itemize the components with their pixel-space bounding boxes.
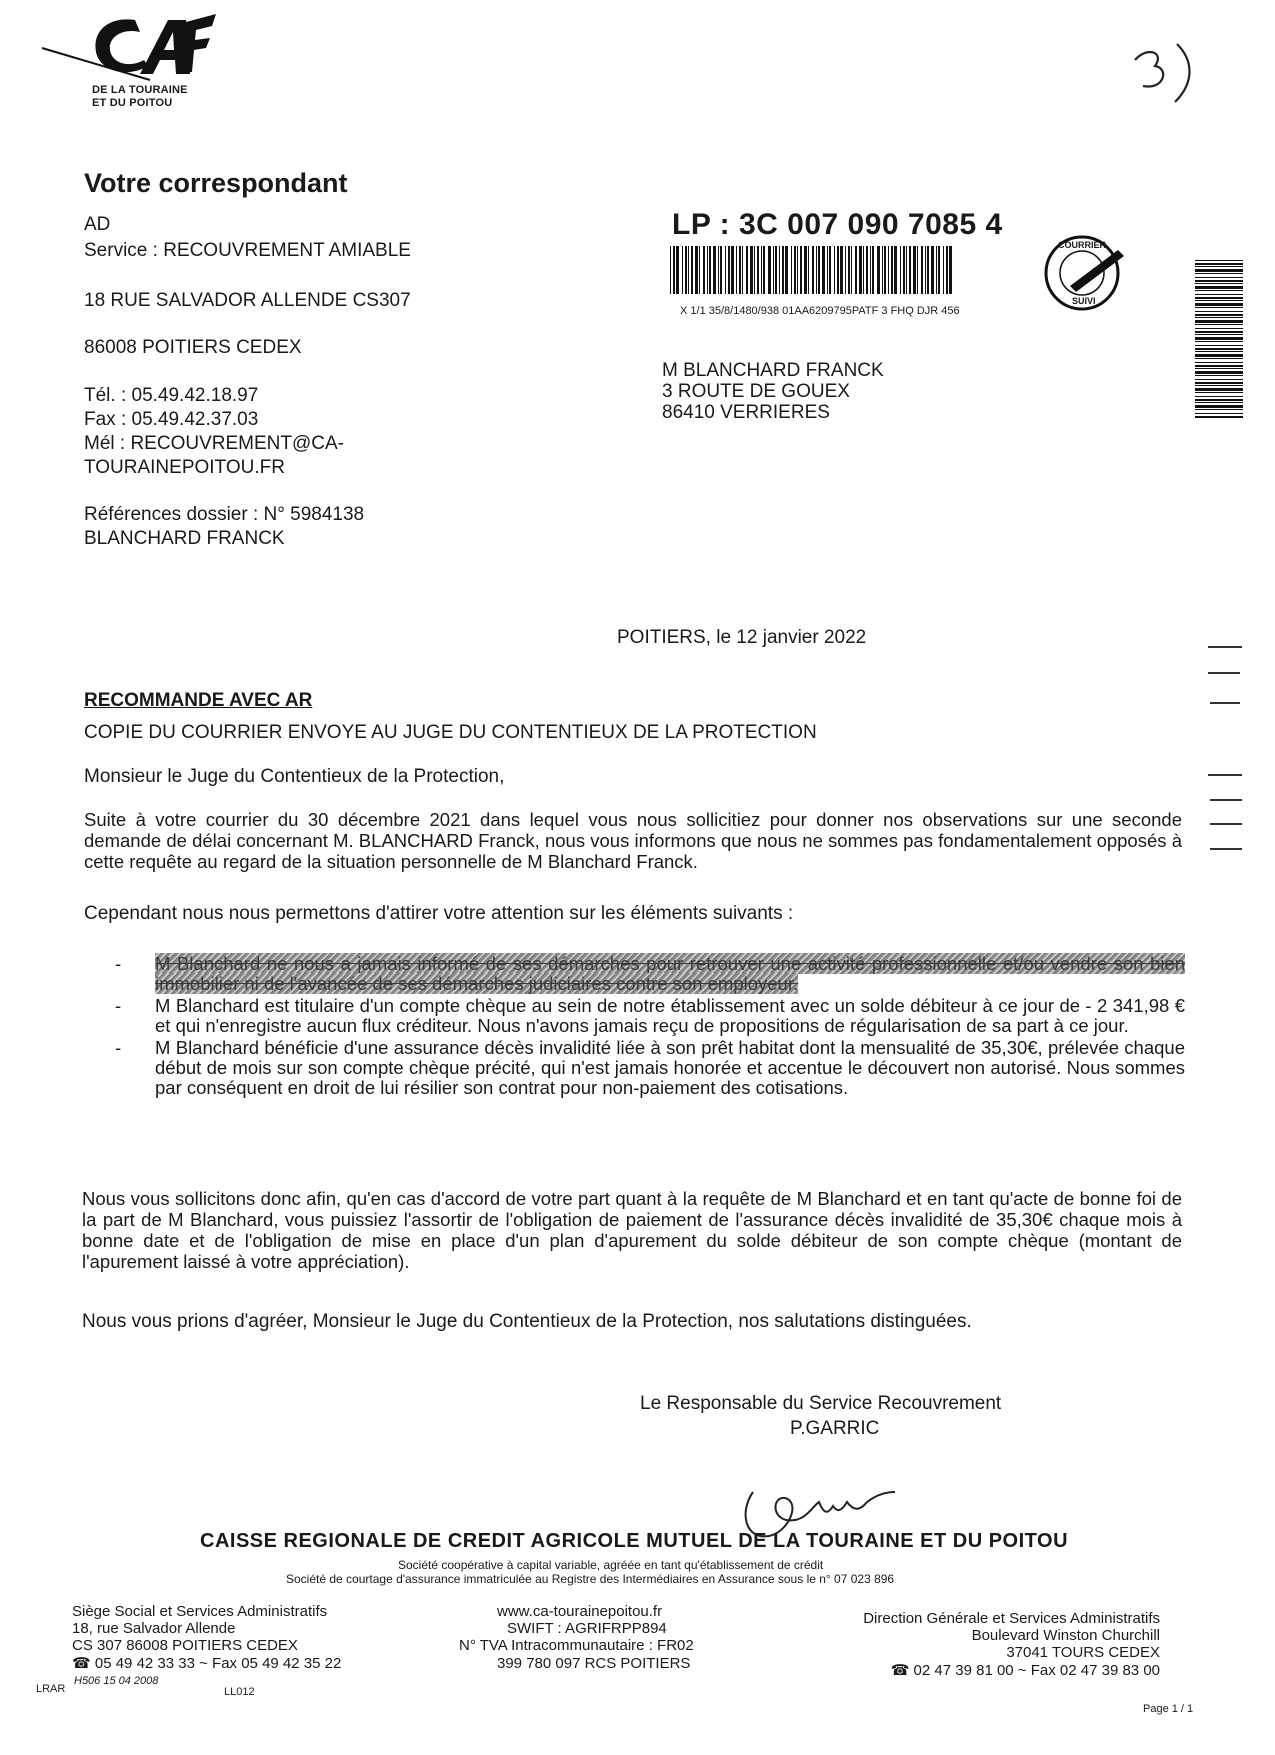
barcode-bar [949,246,952,294]
side-barcode-bar [1195,273,1243,274]
side-barcode-bar [1195,317,1243,318]
direction-phone [891,1662,1160,1679]
margin-mark [1210,823,1242,825]
recipient-street: 3 ROUTE DE GOUEX [662,381,850,402]
barcode-bar [845,246,846,294]
side-barcode-bar [1195,297,1243,299]
side-barcode-bar [1195,286,1243,289]
margin-mark [1208,646,1242,648]
hq-phone [72,1655,341,1672]
barcode-bar [791,246,792,294]
barcode-bar [768,246,771,294]
barcode-bar [804,246,807,294]
side-barcode-bar [1195,382,1243,384]
hq-phone-text: 05 49 42 33 33 ~ Fax 05 49 42 35 22 [94,1655,342,1672]
barcode-bar [906,246,907,294]
side-barcode-bar [1195,392,1243,393]
side-barcode-bar [1195,368,1243,369]
side-barcode-bar [1195,283,1243,284]
barcode-bar [931,246,934,294]
side-barcode-bar [1195,341,1243,342]
phone-icon: ☎ [890,1662,914,1679]
side-barcode-bar [1195,375,1243,376]
barcode-bar [884,246,886,294]
side-barcode-bar [1195,269,1243,272]
stamp-label-top: COURRIER [1058,240,1107,250]
side-barcode-bar [1195,263,1243,265]
barcode-reference: X 1/1 35/8/1480/938 01AA6209795PATF 3 FHQ DJR 456 [680,305,960,317]
barcode-bar [703,246,705,294]
side-barcode-bar [1195,402,1243,403]
barcode-bar [917,246,918,294]
direction-label: Direction Générale et Services Administratifs [863,1610,1160,1627]
side-barcode-bar [1195,334,1243,335]
barcode-bar [859,246,862,294]
side-barcode-bar [1195,416,1243,418]
barcode-bar [713,246,716,294]
barcode-bar [736,246,737,294]
margin-mark [1208,672,1240,674]
correspondent-address1: 18 RUE SALVADOR ALLENDE CS307 [84,290,411,311]
barcode-bar [695,246,698,294]
side-barcode-bar [1195,277,1243,278]
barcode-bar [872,246,874,294]
barcode-bar [691,246,693,294]
legal-status: Société coopérative à capital variable, agréée en tant qu'établissement de crédit [398,1558,824,1572]
barcode-bar [903,246,905,294]
barcode-bar [797,246,798,294]
signatory-title: Le Responsable du Service Recouvrement [640,1393,1002,1414]
barcode-bar [888,246,889,294]
barcode-bar [794,246,796,294]
margin-mark [1210,848,1242,850]
side-barcode-bar [1195,290,1243,291]
ll-code: LL012 [224,1686,255,1698]
side-barcode-bar [1195,351,1243,352]
barcode-bar [812,246,814,294]
bank-legal-name: CAISSE REGIONALE DE CREDIT AGRICOLE MUTUEL DE LA TOURAINE ET DU POITOU [200,1530,1069,1552]
correspondent-initials: AD [84,214,111,235]
barcode-bar [851,246,852,294]
barcode-bar [894,246,897,294]
side-barcode-bar [1195,379,1243,380]
side-barcode-bar [1195,294,1243,295]
barcode-bar [757,246,759,294]
margin-mark [1208,774,1242,776]
barcode-icon [668,246,958,296]
barcode-bar [840,246,843,294]
bank-logo [40,8,220,128]
correspondent-service: Service : RECOUVREMENT AMIABLE [84,240,411,261]
mail-mode: RECOMMANDE AVEC AR [84,690,313,711]
barcode-bar [782,246,784,294]
barcode-bar [685,246,687,294]
barcode-bar [900,246,901,294]
barcode-bar [870,246,871,294]
direction-city: 37041 TOURS CEDEX [1006,1644,1160,1661]
barcode-bar [822,246,825,294]
barcode-bar [688,246,689,294]
correspondent-tel: Tél. : 05.49.42.18.97 [84,385,259,406]
side-barcode-bar [1195,345,1243,346]
side-barcode-bar [1195,328,1243,329]
paragraph-request: Nous vous sollicitons donc afin, qu'en cas d'accord de votre part quant à la requête de M Blanchard et en tant qu'acte de bonne foi de la part de M Blanchard, vous puissiez l'assortir de l'obligation de paiement de l'assurance décès invalidité de 35,30€ chaque mois à bonne date et de l'obligation de mise en place d'un plan d'apurement du solde débiteur de son compte chèque (montant de l'apurement laissé à votre appréciation). [82,1188,1182,1272]
redacted-text: M Blanchard ne nous a jamais informé de ses démarches pour retrouver une activité professionnelle et/ou vendre son bien immobilier ni de l'avancée de ses démarches judiciaires contre son employeur. [155,953,1185,994]
phone-icon: ☎ [72,1655,95,1672]
side-barcode-bar [1195,396,1243,397]
swift-code: SWIFT : AGRIFRPP894 [507,1620,667,1637]
barcode-bar [673,246,675,294]
side-barcode-bar [1195,303,1243,306]
barcode-bar [718,246,719,294]
paragraph-intro: Suite à votre courrier du 30 décembre 2021 dans lequel vous nous sollicitiez pour donner nos observations sur une seconde demande de délai concernant M. BLANCHARD Franck, nous vous informons que nous ne sommes pas fondamentalement opposés à cette requête au regard de la situation personnelle de M Blanchard Franck. [84,809,1182,872]
barcode-bar [720,246,722,294]
side-barcode-bar [1195,409,1243,410]
page-number: Page 1 / 1 [1143,1703,1194,1715]
barcode-bar [863,246,864,294]
barcode-bar [925,246,926,294]
barcode-bar [761,246,762,294]
side-barcode-bar [1195,307,1243,308]
barcode-bar [818,246,820,294]
barcode-bar [725,246,726,294]
barcode-bar [837,246,839,294]
barcode-bar [742,246,743,294]
side-barcode-bar [1195,260,1243,261]
hq-city: CS 307 86008 POITIERS CEDEX [72,1637,298,1654]
bullet-dash: - [115,995,122,1016]
insurance-registration: Société de courtage d'assurance immatriculée au Registre des Intermédiaires en Assurance sous le n° 07 023 896 [286,1572,895,1586]
barcode-bar [739,246,741,294]
tracking-number: LP : 3C 007 090 7085 4 [672,208,1003,241]
bullet-list [115,954,1185,1100]
barcode-bar [927,246,929,294]
barcode-bar [921,246,923,294]
side-barcode-bar [1195,385,1243,386]
barcode-bar [750,246,753,294]
side-barcode-bar [1195,399,1243,401]
closing-formula: Nous vous prions d'agréer, Monsieur le Juge du Contentieux de la Protection, nos salutations distinguées. [82,1311,972,1332]
side-barcode-bar [1195,331,1243,333]
barcode-bar [827,246,828,294]
margin-mark [1210,799,1242,801]
bullet-text: M Blanchard bénéficie d'une assurance décès invalidité liée à son prêt habitat dont la mensualité de 35,30€, prélevée chaque début de mois sur son compte chèque précité, qui n'est jamais honorée et accentue le découvert non autorisé. Nous sommes par conséquent en droit de lui résilier son contrat pour non-paiement des cotisations. [155,1037,1185,1098]
barcode-bar [709,246,711,294]
bullet-dash: - [115,1037,122,1058]
barcode-bar [866,246,868,294]
correspondent-fax: Fax : 05.49.42.37.03 [84,409,259,430]
barcode-bar [855,246,857,294]
paragraph-attention: Cependant nous nous permettons d'attirer votre attention sur les éléments suivants : [84,903,794,924]
letter-date: POITIERS, le 12 janvier 2022 [617,627,867,648]
barcode-bar [754,246,755,294]
bullet-item [115,996,1185,1036]
barcode-bar [746,246,748,294]
direction-phone-text: 02 47 39 81 00 ~ Fax 02 47 39 83 00 [913,1662,1160,1679]
direction-street: Boulevard Winston Churchill [971,1627,1160,1644]
barcode-bar [763,246,765,294]
barcode-bar [909,246,911,294]
barcode-bar [816,246,817,294]
barcode-bar [779,246,780,294]
copy-note: COPIE DU COURRIER ENVOYE AU JUGE DU CONTENTIEUX DE LA PROTECTION [84,722,817,743]
barcode-bar [670,246,671,294]
side-barcode-bar [1195,280,1243,282]
signatory-name: P.GARRIC [790,1418,880,1439]
barcode-bar [936,246,937,294]
barcode-bar [848,246,850,294]
barcode-bar [785,246,788,294]
recipient-name: M BLANCHARD FRANCK [662,360,884,381]
margin-mark [1210,702,1240,704]
correspondent-mail-line2: TOURAINEPOITOU.FR [84,457,285,478]
side-barcode-bar [1195,324,1243,325]
hq-label: Siège Social et Services Administratifs [72,1603,328,1620]
side-barcode-bar [1195,337,1243,340]
salutation: Monsieur le Juge du Contentieux de la Protection, [84,766,505,787]
file-reference: Références dossier : N° 5984138 [84,504,365,525]
barcode-bar [800,246,802,294]
vat-number: N° TVA Intracommunautaire : FR02 [459,1637,694,1654]
barcode-bar [682,246,683,294]
bullet-item [115,954,1185,994]
side-barcode-bar [1195,354,1243,357]
side-barcode-bar [1195,320,1243,323]
side-barcode-bar [1195,371,1243,374]
barcode-bar [891,246,893,294]
bullet-dash: - [115,953,122,974]
document-code: H506 15 04 2008 [74,1675,159,1687]
barcode-bar [773,246,774,294]
side-barcode-bar [1195,266,1243,267]
barcode-bar [808,246,809,294]
logo-subtitle-line1: DE LA TOURAINE [92,84,188,96]
barcode-bar [707,246,708,294]
side-barcode-bar [1195,388,1243,391]
hq-street: 18, rue Salvador Allende [72,1620,236,1637]
barcode-bar [731,246,734,294]
side-barcode-bar [1195,348,1243,350]
tracked-mail-stamp [1040,228,1130,318]
barcode-bar [913,246,916,294]
barcode-bar [829,246,831,294]
side-barcode-bar [1195,362,1243,363]
barcode-bar [775,246,777,294]
barcode-bar [699,246,700,294]
side-barcode-bar [1195,405,1243,408]
side-barcode-bar [1195,413,1243,414]
recipient-city: 86410 VERRIERES [662,402,830,423]
correspondent-address2: 86008 POITIERS CEDEX [84,337,302,358]
bullet-item [115,1038,1185,1098]
side-barcode-bar [1195,365,1243,367]
barcode-bar [676,246,679,294]
barcode-bar [834,246,835,294]
rcs-number: 399 780 097 RCS POITIERS [497,1655,691,1672]
side-barcode-bar [1195,311,1243,312]
side-barcode-bar [1195,358,1243,359]
side-barcode-bar [1195,300,1243,301]
correspondent-mail-line1: Mél : RECOUVREMENT@CA- [84,433,344,454]
website: www.ca-tourainepoitou.fr [497,1603,663,1620]
file-reference-name: BLANCHARD FRANCK [84,528,285,549]
side-barcode-icon [1195,260,1245,420]
bullet-text: M Blanchard est titulaire d'un compte chèque au sein de notre établissement avec un solde débiteur à ce jour de - 2 341,98 € et qui n'enregistre aucun flux créditeur. Nous n'avons jamais reçu de propositions de régularisation de sa part à ce jour. [155,995,1185,1036]
handwritten-mark-icon [1125,38,1205,108]
lrar-label: LRAR [36,1683,66,1695]
barcode-bar [946,246,948,294]
barcode-bar [877,246,880,294]
side-barcode-bar [1195,314,1243,316]
barcode-bar [882,246,883,294]
barcode-bar [943,246,944,294]
stamp-label-bottom: SUIVI [1072,296,1096,306]
correspondent-title: Votre correspondant [84,168,348,198]
barcode-bar [938,246,940,294]
logo-subtitle-line2: ET DU POITOU [92,97,173,109]
barcode-bar [728,246,730,294]
